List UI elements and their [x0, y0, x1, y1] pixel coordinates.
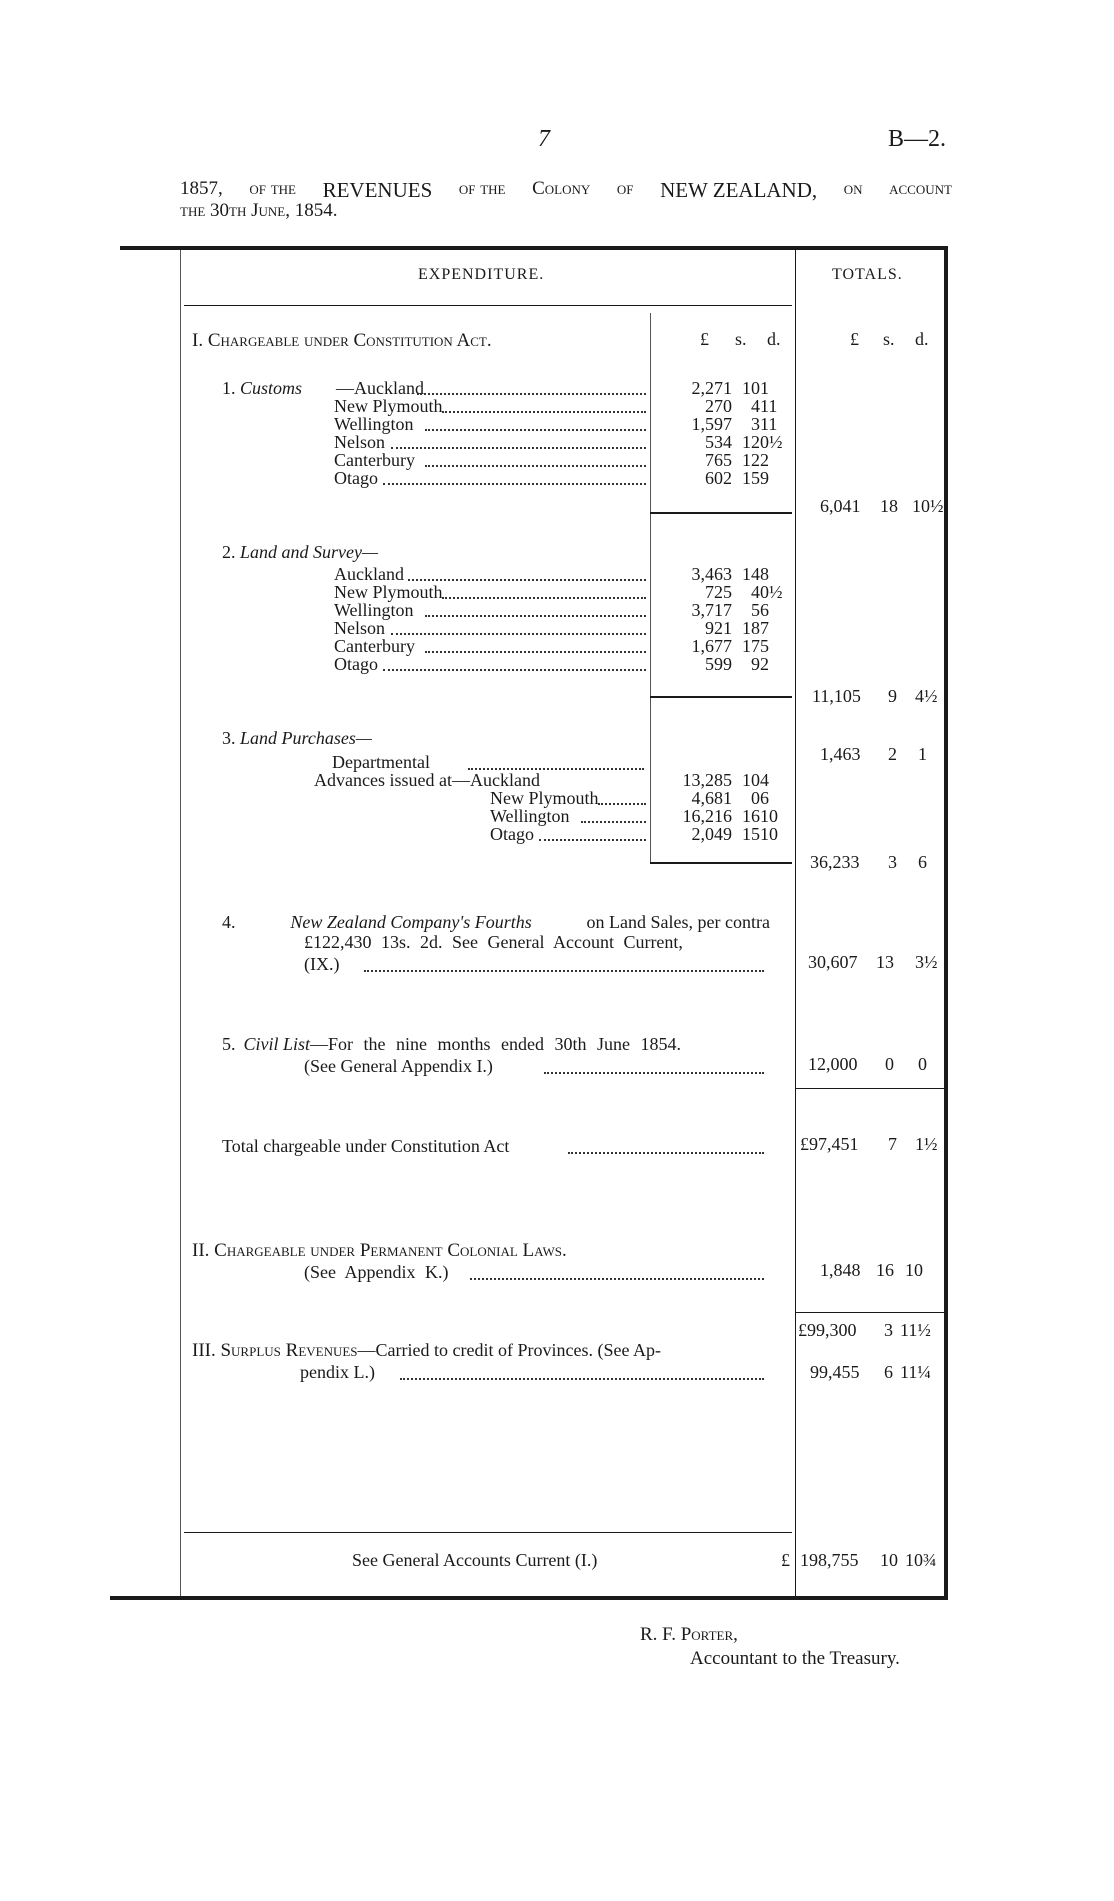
subtotal-s: 3	[884, 1320, 893, 1340]
row-place: Canterbury	[334, 636, 415, 656]
row-amount-d: 6	[760, 788, 769, 808]
total-chargeable-label: Total chargeable under Constitution Act	[222, 1136, 510, 1156]
row-leader	[425, 651, 646, 653]
row-amount-d: 0½	[760, 432, 783, 452]
section-2-total-d: 10	[905, 1260, 923, 1280]
row-leader	[383, 669, 647, 671]
row-leader	[598, 803, 646, 805]
civil-list-line-2: (See General Appendix I.)	[304, 1056, 493, 1076]
purchases-total-s: 3	[888, 852, 897, 872]
total-chargeable-leader	[568, 1152, 764, 1154]
row-amount-d: 8	[760, 564, 769, 584]
section-1-title: I. Chargeable under Constitution Act.	[192, 330, 492, 351]
row-leader	[391, 633, 646, 635]
row-amount-s: 17	[742, 636, 760, 656]
civil-list-leader	[544, 1072, 764, 1074]
civil-list-total-l: 12,000	[808, 1054, 858, 1074]
subtotal-d: 11½	[900, 1320, 931, 1340]
row-place: Canterbury	[334, 450, 415, 470]
row-amount-l: 534	[705, 432, 732, 452]
total-chargeable-l: £97,451	[800, 1134, 859, 1154]
row-place: Wellington	[334, 414, 414, 434]
section-3-total-s: 6	[884, 1362, 893, 1382]
land-survey-title: Land and Survey—	[240, 542, 378, 562]
row-amount-s: 15	[742, 468, 760, 488]
row-amount-d: 10	[760, 806, 778, 826]
section-2-total-l: 1,848	[820, 1260, 861, 1280]
customs-label	[222, 378, 302, 399]
signature-name: R. F. Porter,	[640, 1624, 738, 1645]
row-amount-s: 4	[751, 582, 760, 602]
row-place: Nelson	[334, 432, 385, 452]
section-2-total-s: 16	[876, 1260, 894, 1280]
land-purchases-title: Land Purchases—	[240, 728, 372, 748]
heading-line-2	[180, 200, 337, 222]
row-place: Otago	[334, 654, 378, 674]
currency-header-pound: £	[700, 329, 709, 349]
heading-of-the-2: of the	[458, 178, 506, 199]
nz-company-title: New Zealand Company's Fourths	[290, 912, 532, 932]
page-number: 7	[538, 126, 550, 152]
civil-list-rule	[795, 1088, 945, 1089]
section-3-total-l: 99,455	[810, 1362, 860, 1382]
row-amount-s: 10	[742, 770, 760, 790]
section-3-leader	[400, 1378, 764, 1380]
header-expenditure: EXPENDITURE.	[418, 266, 545, 283]
civil-list-total-s: 0	[885, 1054, 894, 1074]
nz-company-total-s: 13	[876, 952, 894, 972]
row-place: New Plymouth	[490, 788, 599, 808]
row-amount-s: 9	[751, 654, 760, 674]
land-purchases-num: 3.	[222, 728, 236, 748]
nz-company-total-d: 3½	[915, 952, 938, 972]
page-code: B—2.	[888, 126, 947, 152]
section-3-line-1	[192, 1340, 661, 1362]
subcolumn-left-line	[650, 313, 651, 863]
table-footer-rule	[184, 1532, 792, 1533]
row-leader	[417, 393, 647, 395]
table-top-rule	[120, 246, 948, 250]
row-amount-s: 15	[742, 824, 760, 844]
row-leader	[425, 429, 646, 431]
customs-total-l: 6,041	[820, 496, 861, 516]
row-amount-l: 270	[705, 396, 732, 416]
row-place: Nelson	[334, 618, 385, 638]
grand-total-s: 10	[880, 1550, 898, 1570]
row-amount-s: 14	[742, 564, 760, 584]
row-leader	[442, 597, 646, 599]
civil-list-rest: —For the nine months ended 30th June 1854.	[310, 1034, 681, 1054]
heading-year: 1857,	[180, 178, 223, 199]
section-2-leader	[470, 1278, 764, 1280]
table-header-rule	[184, 305, 792, 306]
nz-company-line-2: £122,430 13s. 2d. See General Account Current,	[304, 932, 683, 952]
purchases-subtotal-rule	[650, 862, 792, 864]
nz-company-rest: on Land Sales, per contra	[586, 912, 770, 932]
row-place: —Auckland	[336, 378, 424, 398]
grand-total-l: 198,755	[800, 1550, 859, 1570]
row-place: Otago	[490, 824, 534, 844]
nz-company-line-1	[222, 912, 770, 933]
row-amount-l: 16,216	[682, 806, 732, 826]
totals-header-shilling: s.	[883, 329, 895, 349]
section-3-title: III. Surplus Revenues	[192, 1340, 358, 1361]
row-amount-d: 2	[760, 450, 769, 470]
section-3-line-2: pendix L.)	[300, 1362, 375, 1382]
row-amount-l: 1,597	[691, 414, 732, 434]
row-amount-l: 3,717	[691, 600, 732, 620]
row-leader	[425, 615, 646, 617]
row-leader	[391, 447, 646, 449]
row-amount-s: 16	[742, 806, 760, 826]
row-amount-l: 599	[705, 654, 732, 674]
row-amount-s: 12	[742, 450, 760, 470]
heading-date: 30th June, 1854.	[210, 200, 338, 221]
land-total-l: 11,105	[812, 686, 861, 706]
grand-total-d: 10¾	[905, 1550, 937, 1570]
land-purchases-label	[222, 728, 372, 749]
row-place: Otago	[334, 468, 378, 488]
land-survey-label	[222, 542, 378, 563]
totals-header-pound: £	[850, 329, 859, 349]
row-leader	[383, 483, 647, 485]
row-amount-d: 7	[760, 618, 769, 638]
civil-list-line-1	[222, 1034, 770, 1055]
departmental-total-d: 1	[918, 744, 927, 764]
purchases-total-l: 36,233	[810, 852, 860, 872]
departmental-total-s: 2	[888, 744, 897, 764]
row-amount-s: 12	[742, 432, 760, 452]
row-place: Wellington	[334, 600, 414, 620]
row-leader	[442, 411, 646, 413]
land-total-d: 4½	[915, 686, 938, 706]
row-amount-s: 3	[751, 414, 760, 434]
row-place: Auckland	[334, 564, 404, 584]
row-amount-s: 5	[751, 600, 760, 620]
civil-list-title: Civil List	[243, 1034, 311, 1054]
heading-of-the: of the	[249, 178, 296, 199]
row-amount-l: 3,463	[691, 564, 732, 584]
row-amount-l: 13,285	[682, 770, 732, 790]
civil-list-num: 5.	[222, 1034, 236, 1054]
row-amount-d: 11	[760, 414, 778, 434]
currency-header-shilling: s.	[735, 329, 747, 349]
heading-new-zealand: NEW ZEALAND,	[660, 178, 818, 202]
customs-title: Customs	[240, 378, 303, 398]
land-subtotal-rule	[650, 696, 792, 698]
subtotal-l: £99,300	[798, 1320, 857, 1340]
civil-list-total-d: 0	[918, 1054, 927, 1074]
row-amount-l: 1,677	[691, 636, 732, 656]
heading-on: on	[843, 178, 863, 199]
section-3-rest: —Carried to credit of Provinces. (See Ap-	[357, 1340, 661, 1360]
heading-account: account	[889, 178, 952, 199]
row-amount-l: 725	[705, 582, 732, 602]
table-totals-divider	[795, 250, 796, 1596]
header-totals: TOTALS.	[832, 266, 903, 283]
customs-total-d: 10½	[912, 496, 944, 516]
row-amount-d: 6	[760, 600, 769, 620]
section-3-total-d: 11¼	[900, 1362, 931, 1382]
nz-company-num: 4.	[222, 912, 236, 932]
departmental-label: Departmental	[332, 752, 430, 772]
row-amount-l: 2,271	[691, 378, 732, 398]
land-total-s: 9	[888, 686, 897, 706]
customs-total-s: 18	[880, 496, 898, 516]
departmental-total-l: 1,463	[820, 744, 861, 764]
nz-company-total-l: 30,607	[808, 952, 858, 972]
heading-colony: Colony	[532, 178, 591, 199]
row-amount-s: 10	[742, 378, 760, 398]
heading-the: the	[180, 200, 206, 221]
heading-revenues: REVENUES	[322, 178, 433, 202]
footer-label: See General Accounts Current (I.)	[352, 1550, 598, 1570]
total-chargeable-d: 1½	[915, 1134, 938, 1154]
row-amount-d: 5	[760, 636, 769, 656]
advances-label: Advances issued at—Auckland	[314, 770, 540, 790]
row-amount-d: 2	[760, 654, 769, 674]
row-amount-d: 11	[760, 396, 778, 416]
row-leader	[425, 465, 646, 467]
row-amount-l: 2,049	[691, 824, 732, 844]
section-2-title: II. Chargeable under Permanent Colonial Laws.	[192, 1240, 567, 1261]
purchases-total-d: 6	[918, 852, 927, 872]
row-amount-s: 4	[751, 396, 760, 416]
total-chargeable-s: 7	[888, 1134, 897, 1154]
row-place: New Plymouth	[334, 396, 443, 416]
row-amount-d: 10	[760, 824, 778, 844]
row-amount-s: 0	[751, 788, 760, 808]
table-left-border	[180, 250, 181, 1596]
signature-title: Accountant to the Treasury.	[690, 1648, 900, 1669]
row-amount-l: 765	[705, 450, 732, 470]
customs-num: 1.	[222, 378, 236, 398]
section-2-line-2: (See Appendix K.)	[304, 1262, 449, 1282]
table-right-border	[944, 250, 948, 1596]
row-amount-d: 1	[760, 378, 769, 398]
row-amount-d: 0½	[760, 582, 783, 602]
heading-of: of	[616, 178, 634, 199]
section-2-rule	[795, 1312, 945, 1313]
land-survey-num: 2.	[222, 542, 236, 562]
customs-subtotal-rule	[650, 512, 792, 514]
table-bottom-rule	[110, 1596, 948, 1600]
row-leader	[539, 839, 647, 841]
row-amount-d: 4	[760, 770, 769, 790]
row-place: Wellington	[490, 806, 570, 826]
currency-header-pence: d.	[767, 329, 781, 349]
row-amount-l: 921	[705, 618, 732, 638]
row-amount-l: 602	[705, 468, 732, 488]
row-place: New Plymouth	[334, 582, 443, 602]
row-leader	[408, 579, 646, 581]
row-amount-l: 4,681	[691, 788, 732, 808]
nz-company-line-3: (IX.)	[304, 954, 340, 974]
row-amount-d: 9	[760, 468, 769, 488]
totals-header-pence: d.	[915, 329, 929, 349]
footer-pound: £	[781, 1550, 790, 1570]
nz-company-leader	[364, 970, 764, 972]
row-leader	[581, 821, 646, 823]
row-amount-s: 18	[742, 618, 760, 638]
